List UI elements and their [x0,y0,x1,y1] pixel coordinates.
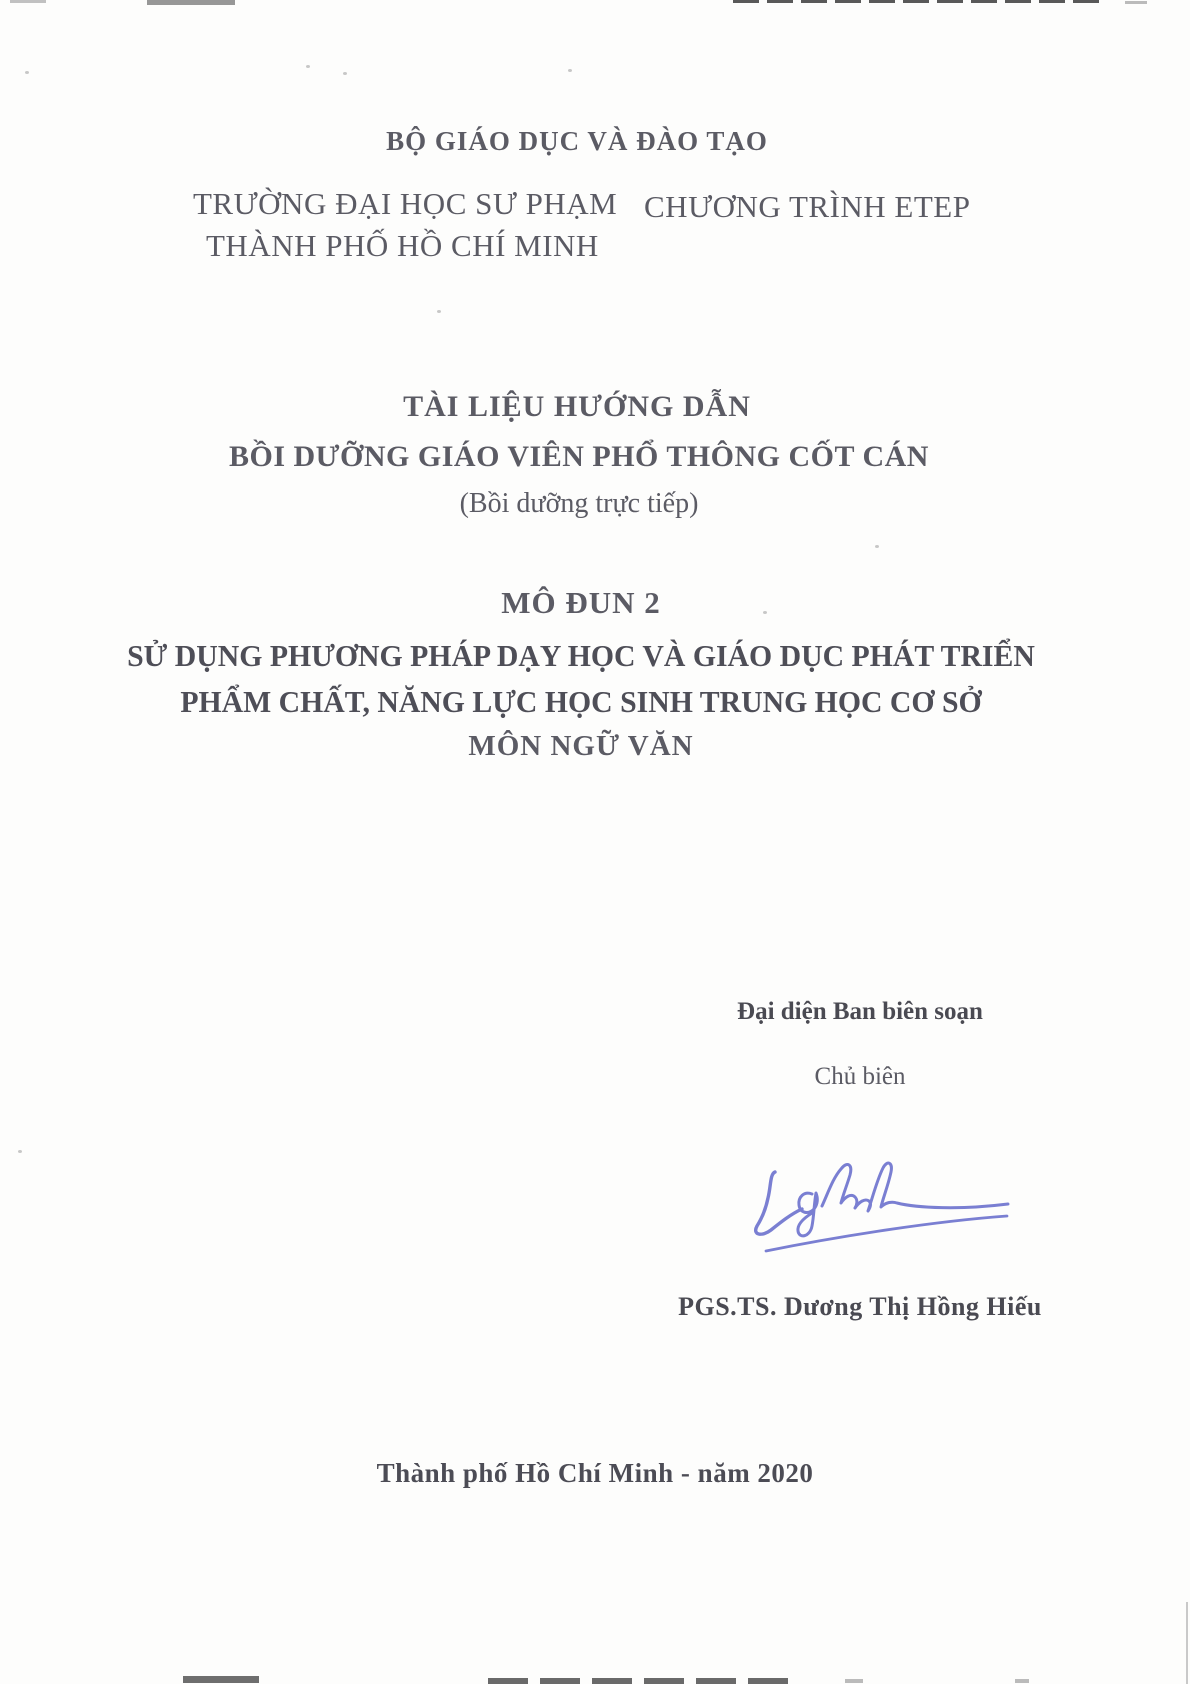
university-name-line2: THÀNH PHỐ HỒ CHÍ MINH [206,228,599,263]
document-subtitle: (Bồi dưỡng trực tiếp) [459,488,699,519]
scan-speck [568,69,572,72]
scan-artifact-top-left [10,0,46,3]
scan-speck [25,71,29,74]
scan-speck [18,1150,22,1153]
signing-role: Chủ biên [814,1063,906,1090]
document-title-line2: BỒI DƯỠNG GIÁO VIÊN PHỔ THÔNG CỐT CÁN [229,440,929,473]
scan-artifact-top-bar [147,0,235,5]
signature-ink [750,1150,1020,1265]
ministry-title: BỘ GIÁO DỤC VÀ ĐÀO TẠO [386,126,768,156]
scan-speck [306,65,310,68]
program-name: CHƯƠNG TRÌNH ETEP [644,189,971,224]
scan-artifact-right-edge [1186,1602,1188,1684]
scan-artifact-bottom-bar [183,1676,259,1683]
signing-block [640,0,1080,1684]
footer-location-year: Thành phố Hồ Chí Minh - năm 2020 [376,1458,814,1488]
module-heading: MÔ ĐUN 2 [501,585,661,620]
scan-speck [343,72,347,75]
module-subject: MÔN NGỮ VĂN [468,730,694,762]
signer-name: PGS.TS. Dương Thị Hồng Hiếu [678,1292,1042,1321]
module-title-line2: PHẨM CHẤT, NĂNG LỰC HỌC SINH TRUNG HỌC CƠ SỞ [180,684,982,719]
document-title-line1: TÀI LIỆU HƯỚNG DẪN [403,390,751,423]
scan-artifact-top-right [1125,1,1147,4]
signing-heading: Đại diện Ban biên soạn [737,998,983,1025]
scan-speck [437,310,441,313]
university-name-line1: TRƯỜNG ĐẠI HỌC SƯ PHẠM [193,186,618,221]
module-title-line1: SỬ DỤNG PHƯƠNG PHÁP DẠY HỌC VÀ GIÁO DỤC PHÁT TRIỂN [127,638,1035,673]
